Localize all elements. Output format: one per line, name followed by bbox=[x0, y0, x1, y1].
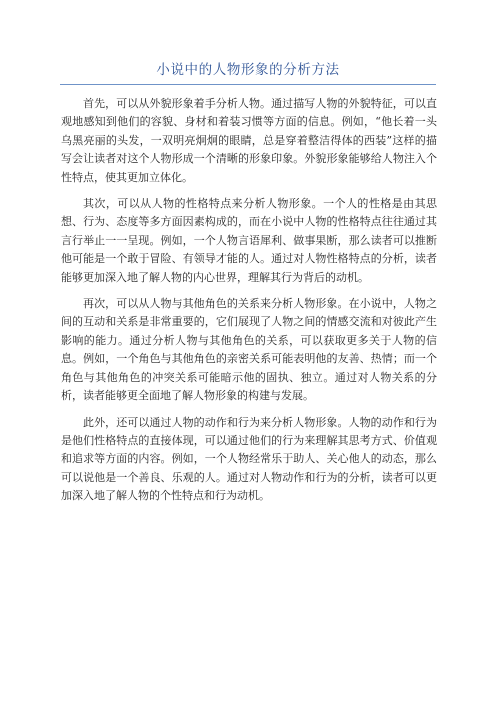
paragraph-relationships: 再次，可以从人物与其他角色的关系来分析人物形象。在小说中，人物之间的互动和关系是非常重要的，它们展现了人物之间的情感交流和对彼此产生影响的能力。通过分析人物与其他角色的关系，可以获取更多关于人物的信息。例如，一个角色与其他角色的亲密关系可能表明他的友善、热情；而一个角色与其他角色的冲突关系可能暗示他的固执、独立。通过对人物关系的分析，读者能够更全面地了解人物形象的构建与发展。 bbox=[61, 297, 437, 403]
paragraph-appearance: 首先，可以从外貌形象着手分析人物。通过描写人物的外貌特征，可以直观地感知到他们的容貌、身材和着装习惯等方面的信息。例如，“他长着一头乌黑亮丽的头发，一双明亮炯炯的眼睛，总是穿着整洁得体的西装”这样的描写会让读者对这个人物形成一个清晰的形象印象。外貌形象能够给人物注入个性特点，使其更加立体化。 bbox=[61, 97, 437, 184]
document-body bbox=[61, 95, 437, 514]
title-divider bbox=[60, 84, 436, 85]
document-title: 小说中的人物形象的分析方法 bbox=[156, 62, 340, 78]
paragraph-actions: 此外，还可以通过人物的动作和行为来分析人物形象。人物的动作和行为是他们性格特点的直接体现，可以通过他们的行为来理解其思考方式、价值观和追求等方面的内容。例如，一个人物经常乐于助人、关心他人的动态，那么可以说他是一个善良、乐观的人。通过对人物动作和行为的分析，读者可以更加深入地了解人物的个性特点和行为动机。 bbox=[61, 415, 437, 503]
paragraph-personality: 其次，可以从人物的性格特点来分析人物形象。一个人的性格是由其思想、行为、态度等多方面因素构成的，而在小说中人物的性格特点往往通过其言行举止一一呈现。例如，一个人物言语犀利、做事果断，那么读者可以推断他可能是一个敢于冒险、有领导才能的人。通过对人物性格特点的分析，读者能够更加深入地了解人物的内心世界，理解其行为背后的动机。 bbox=[61, 197, 437, 284]
